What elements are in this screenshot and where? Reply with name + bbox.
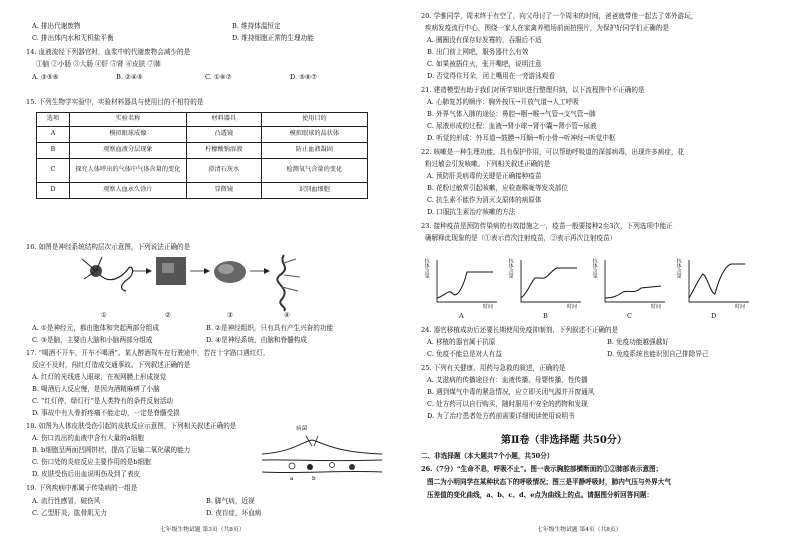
q20-option-d[interactable]: D. 否觉得住耳朵，闭上嘴用在一旁游泳观看 [427, 72, 555, 80]
q19-option-d[interactable]: D. 夜盲症，坏血病 [206, 509, 262, 517]
q19-option-a[interactable]: A. 流行性感冒，破伤风 [32, 497, 101, 505]
graph-curve [689, 264, 745, 298]
q13-option-a[interactable]: A. 排出代谢废物 [32, 22, 81, 30]
q24-option-b[interactable]: B. 免疫功能越强越好 [607, 338, 669, 346]
q18-option-d[interactable]: D. 皮肤受伤后出血说明伤及到了表皮 [32, 470, 141, 478]
q21-option-c[interactable]: C. 尿液形成的过程：血液→肾小球→肾小囊→肾小管→尿液 [427, 122, 597, 130]
page-footer: 七年级生物试题 第3页（共8页） [160, 527, 245, 533]
table-header: 实验名称 [69, 113, 186, 127]
q17-option-b[interactable]: B. 喝酒后人反应慢，是因为酒精麻痹了小脑 [32, 385, 160, 393]
graph-xlabel: 时间 [567, 304, 578, 310]
graph-option-label[interactable]: D [711, 312, 717, 320]
table-cell: 探究人体呼出的气体中气体含量的变化 [69, 159, 186, 183]
right-page [397, 0, 794, 554]
table-row [37, 127, 368, 143]
q19-option-c[interactable]: C. 乙型肝炎，肱骨肌无力 [32, 509, 107, 517]
table-cell: B [37, 143, 70, 159]
graph-axis [605, 260, 665, 302]
q14-option-a[interactable]: A. ③⑤⑥ [32, 73, 59, 81]
q20-stem-line1: 20. 学雅同学，周末终于有空了，向父母讨了一个周末的时间，爸爸就带他一起去了郊外游玩， [421, 12, 698, 20]
q22-option-b[interactable]: B. 花粉过敏常引起咳嗽，应检查喉咙等发炎部位 [427, 184, 568, 192]
q24-option-a[interactable]: A. 移植的器官属于抗原 [427, 338, 496, 346]
figure-label: ④ [284, 311, 290, 319]
graph-curve [605, 286, 661, 298]
table-cell: 识别血细胞 [261, 183, 367, 199]
graph-ylabel: 抗体含量 [675, 258, 682, 278]
table-cell: 检测氧气含量的变化 [261, 159, 367, 183]
q26-stem-line3: 压差值的变化曲线，a、b、c、d、e点为曲线上的点。请据图分析回答问题： [427, 491, 654, 499]
q22-stem-line1: 22. 咳嗽是一种生理功能，具有保护作用，可以帮助呼吸道的深部病毒，出现许多病症，花 [421, 148, 685, 156]
table-cell: A [37, 127, 70, 143]
table-row [37, 143, 368, 159]
neuron-drawing [82, 257, 133, 291]
q25-option-d[interactable]: D. 为了治疗患者处方药前需要详细阅读使用说明书 [427, 412, 575, 420]
q21-option-a[interactable]: A. 心肺复苏的顺序：胸外按压→开放气道→人工呼吸 [427, 98, 579, 106]
q23-stem-line1: 23. 接种疫苗是预防传染病的有效措施之一，疫苗一般要接种2至3次，下列选项中能正 [421, 222, 673, 230]
graph-xlabel: 时间 [735, 304, 746, 310]
q19-option-b[interactable]: B. 脚气病，近视 [206, 497, 255, 505]
q24-option-c[interactable]: C. 免疫不能总是对人有益 [427, 350, 502, 358]
q23-stem-line2: 确解释此现象的是（①表示首次注射疫苗，②表示再次注射疫苗） [425, 234, 617, 242]
q22-option-d[interactable]: D. 口服抗生素治疗咳嗽的方法 [427, 208, 516, 216]
q17-option-a[interactable]: A. 红灯的光线进入眼球，在视网膜上形成视觉 [32, 373, 167, 381]
q13-option-b[interactable]: B. 维持体温恒定 [232, 22, 281, 30]
q15-table [36, 112, 368, 199]
table-cell: 柠檬酸钠溶液 [186, 143, 261, 159]
q25-option-b[interactable]: B. 遇到煤气中毒的紧急情况，应立即关闭气源并开窗通风 [427, 388, 595, 396]
q14-stem: 14. 血液流经下列器官时，血浆中的代谢废物会减少的是 [26, 48, 191, 56]
q20-option-c[interactable]: C. 如果被捂住火，张开嘴吧，说明注意 [427, 60, 542, 68]
q13-option-c[interactable]: C. 排出体内水和无机盐平衡 [32, 34, 114, 42]
q18-figure [262, 432, 382, 482]
graph-option-label[interactable]: A [459, 312, 464, 320]
page-footer: 七年级生物试题 第4页（共8页） [537, 527, 622, 533]
q16-stem: 16. 如图是神经系统结构层次示意图，下列说法正确的是 [26, 243, 191, 251]
figure-label: ① [101, 311, 107, 319]
q20-option-a[interactable]: A. 圈圈没有保存好发霉的，吞服后不适 [427, 36, 542, 44]
table-row [37, 183, 368, 199]
q17-stem-line1: 17. “喝酒不开车，开车不喝酒”。某人醉酒驾车在行驶途中，若在十字路口遇红灯， [26, 349, 270, 357]
graph-axis [437, 260, 497, 302]
q15-stem: 15. 下列生物学实验中，实验材料器具与使用目的不相符的是 [26, 98, 204, 106]
q24-stem: 24. 器官移植成功后还要长期使用免疫抑制剂，下列叙述不正确的是 [421, 326, 619, 334]
graph-xlabel: 时间 [651, 304, 662, 310]
q26-stem-line2: 图二为小明同学在某种状态下的呼吸情况；图三是平静呼吸时，肺内气压与外界大气 [427, 478, 671, 486]
table-header: 材料器具 [186, 113, 261, 127]
q22-option-c[interactable]: C. 抗生素不能作为消灭支原体的病原体 [427, 196, 542, 204]
graph-axis [521, 260, 581, 302]
q25-stem: 25. 下列有关健康、用药与急救的叙述，正确的是 [421, 364, 566, 372]
table-cell: 澄清石灰水 [186, 159, 261, 183]
q23-graph [517, 258, 583, 308]
q20-option-b[interactable]: B. 出门前上网吧，服务器什么有效 [427, 48, 529, 56]
table-cell: D [37, 183, 70, 199]
table-cell: 模拟眼球成像 [69, 127, 186, 143]
q18-fig-a: a [290, 476, 294, 482]
q24-option-d[interactable]: D. 免疫系统也能识别自己排除异己 [607, 350, 709, 358]
table-cell: C [37, 159, 70, 183]
graph-option-label[interactable]: C [627, 312, 633, 320]
q16-option-c[interactable]: C. ③是脑，主要由大脑和小脑两部分组成 [32, 336, 153, 344]
table-cell: 观察血液分层现象 [69, 143, 186, 159]
graph-option-label[interactable]: B [543, 312, 548, 320]
q25-option-c[interactable]: C. 处方药可以自行购买，随时服用不安全的药物和发现 [427, 400, 588, 408]
q17-stem-line2: 反应不及时，闯红灯造成交通事故。下列叙述正确的是 [32, 361, 191, 369]
graph-xlabel: 时间 [483, 304, 494, 310]
q13-option-d[interactable]: D. 维持细胞正常的生理功能 [232, 34, 314, 42]
q26-stem-line1: 26.（7分）“生命不息，呼吸不止”。图一表示胸腔部横断面的①②肺部表示意图； [421, 465, 663, 473]
table-cell: 模拟眼球的晶状体 [261, 127, 367, 143]
part2-title: 第Ⅱ卷（非选择题 共50分） [501, 435, 627, 446]
table-header: 选项 [37, 113, 70, 127]
table-row [37, 159, 368, 183]
q18-fig-label: 病菌 [296, 426, 308, 432]
q16-option-a[interactable]: A. ①是神经元，都由胞体和突起两部分组成 [32, 324, 159, 332]
q23-graph [685, 258, 751, 308]
table-cell: 防止血液凝固 [261, 143, 367, 159]
part2-subtitle: 二、非选择题（本大题共7个小题，共50分） [421, 452, 554, 460]
q21-option-d[interactable]: D. 听觉的形成：外耳道→鼓膜→耳蜗→听小骨→听神经→听觉中枢 [427, 134, 616, 142]
q22-option-a[interactable]: A. 预防肝炎病毒的关键是正确接种疫苗 [427, 172, 542, 180]
graph-ylabel: 抗体含量 [423, 258, 430, 278]
q14-option-c[interactable]: C. ①⑥⑦ [205, 73, 232, 81]
q14-items: ①脑 ②小肠 ③大肠 ④肝 ⑤肾 ⑥皮肤 ⑦肺 [36, 60, 161, 68]
q18-stem: 18. 如图为人体皮肤受伤引起的皮肤反应示意图，下列相关叙述正确的是 [26, 422, 237, 430]
graph-curve [521, 268, 577, 298]
q22-stem-line2: 粉过敏会引发咳嗽。下列相关叙述正确的是 [425, 160, 551, 168]
q21-stem: 21. 建造模型有助于我们对所学知识进行整理归纳，以下流程图中不正确的是 [421, 86, 645, 94]
q18-fig-b: b [312, 476, 316, 482]
q18-option-c[interactable]: C. 伤口处的炎症反应主要作用的是b细胞 [32, 458, 151, 466]
q16-option-d[interactable]: D. ④是神经系统，由脑和脊髓构成 [206, 336, 307, 344]
q16-figure [70, 253, 310, 311]
q14-option-d[interactable]: D. ⑤⑥⑦ [290, 73, 317, 81]
q17-option-d[interactable]: D. 事故中有人骨折疼痛不能走动，一定是脊髓受损 [32, 409, 180, 417]
q18-option-a[interactable]: A. 伤口流出的血液中含有大量的a细胞 [32, 434, 144, 442]
q18-option-b[interactable]: B. b细胞呈两面凹圆饼状，提高了运输二氧化碳的能力 [32, 446, 191, 454]
figure-label: ③ [227, 311, 233, 319]
graph-ylabel: 抗体含量 [591, 258, 598, 278]
q25-option-a[interactable]: A. 艾滋病的传播途径有：血液传播、母婴传播、性传播 [427, 376, 588, 384]
q17-option-c[interactable]: C. “红灯停，绿灯行”是人类特有的条件反射活动 [32, 397, 174, 405]
table-cell: 显微镜 [186, 183, 261, 199]
q23-graph [601, 258, 667, 308]
q16-option-b[interactable]: B. ②是神经组织，只有具有产生兴奋的功能 [206, 324, 334, 332]
graph-ylabel: 抗体含量 [507, 258, 514, 278]
table-header: 使用目的 [261, 113, 367, 127]
table-cell: 凸透镜 [186, 127, 261, 143]
q19-stem: 19. 下列疾病中都属于传染病的一组是 [26, 484, 138, 492]
q23-graph [433, 258, 499, 308]
table-cell: 观察人血永久涂片 [69, 183, 186, 199]
q14-option-b[interactable]: B. ②④⑤ [116, 73, 143, 81]
q20-stem-line2: 疾病发疫流行中心，围绕一家人在家禽养殖场前面拍照片，为保护好同学们正确的是 [425, 24, 669, 32]
graph-curve [437, 272, 493, 298]
figure-label: ② [165, 311, 171, 319]
q21-option-b[interactable]: B. 外界气体入肺的途径：鼻腔→咽→喉→气管→支气管→肺 [427, 110, 596, 118]
